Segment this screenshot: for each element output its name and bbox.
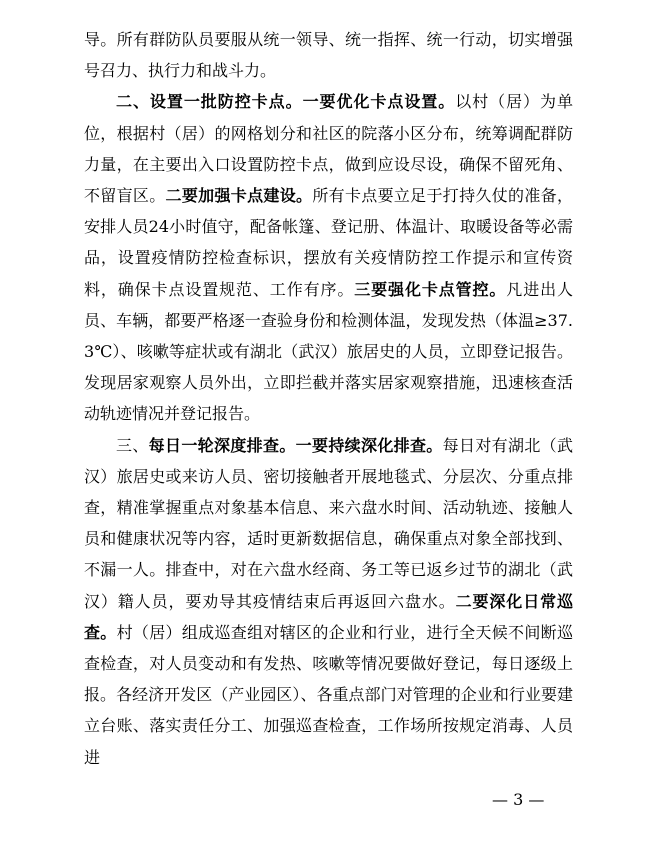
bold-text-run: 二、设置一批防控卡点。一要优化卡点设置。 bbox=[116, 92, 456, 112]
page-number: — 3 — bbox=[492, 790, 545, 809]
text-run: 三、 bbox=[116, 435, 149, 455]
bold-text-run: 每日一轮深度排查。一要持续深化排查。 bbox=[148, 435, 443, 455]
document-body bbox=[84, 24, 573, 773]
paragraph bbox=[84, 24, 573, 86]
paragraph bbox=[84, 430, 573, 773]
text-run: 村（居）组成巡查组对辖区的企业和行业，进行全天候不间断巡查检查，对人员变动和有发热、咳嗽等情况要做好登记，每日逐级上报。各经济开发区（产业园区）、各重点部门对管理的企业和行业要建立台账、落实责任分工、加强巡查检查，工作场所按规定消毒、人员进 bbox=[84, 622, 573, 767]
bold-text-run: 三要强化卡点管控。 bbox=[354, 279, 507, 299]
paragraph bbox=[84, 86, 573, 429]
bold-text-run: 二要加强卡点建设。 bbox=[165, 186, 313, 206]
text-run: 凡进出人员、车辆，都要严格逐一查验身份和检测体温，发现发热（体温≥37.3℃）、咳嗽等症状或有湖北（武汉）旅居史的人员，立即登记报告。发现居家观察人员外出，立即拦截并落实居家观察措施，迅速核查活动轨迹情况并登记报告。 bbox=[84, 279, 573, 424]
text-run: 以村（居）为单位，根据村（居）的网格划分和社区的院落小区分布，统筹调配群防力量，在主要出入口设置防控卡点，做到应设尽设，确保不留死角、不留盲区。 bbox=[84, 92, 573, 206]
text-run: 导。所有群防队员要服从统一领导、统一指挥、统一行动，切实增强号召力、执行力和战斗力。 bbox=[84, 30, 573, 81]
text-run: 所有卡点要立足于打持久仗的准备，安排人员24小时值守，配备帐篷、登记册、体温计、取暖设备等必需品，设置疫情防控检查标识，摆放有关疫情防控工作提示和宣传资料，确保卡点设置规范、工作有序。 bbox=[84, 186, 573, 299]
bold-text-run: 二要深化日常巡查。 bbox=[84, 591, 573, 642]
text-run: 每日对有湖北（武汉）旅居史或来访人员、密切接触者开展地毯式、分层次、分重点排查，精准掌握重点对象基本信息、来六盘水时间、活动轨迹、接触人员和健康状况等内容，适时更新数据信息，确保重点对象全部找到、不漏一人。排查中，对在六盘水经商、务工等已返乡过节的湖北（武汉）籍人员，要劝导其疫情结束后再返回六盘水。 bbox=[84, 435, 573, 611]
